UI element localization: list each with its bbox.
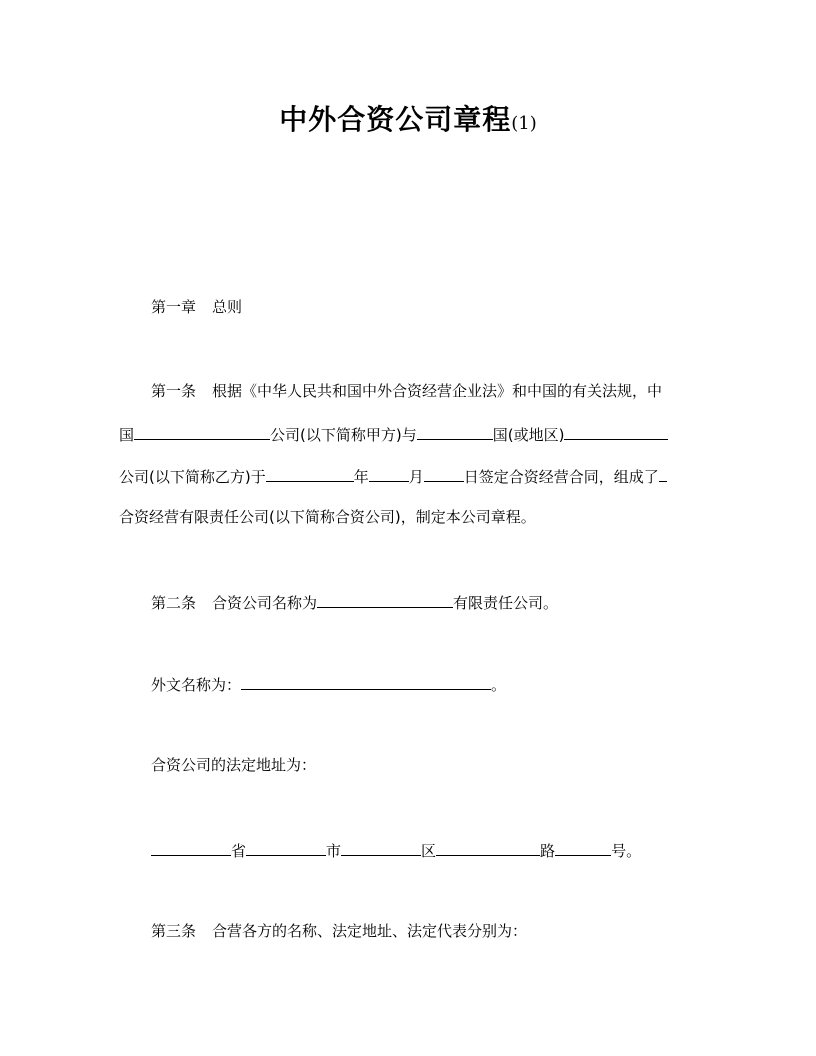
address-line (151, 839, 641, 861)
jv-name-blank[interactable] (659, 465, 667, 482)
road-label: 路 (540, 842, 556, 860)
article-1-text-3d: 日签定合资经营合同，组成了 (463, 468, 659, 486)
foreign-name-label: 外文名称为： (151, 676, 242, 694)
article-3-number: 第三条 (151, 922, 197, 940)
article-3 (151, 921, 527, 941)
address-label-line (151, 755, 316, 775)
chapter-number: 第一章 (151, 298, 197, 316)
article-2-number: 第二条 (151, 594, 197, 612)
article-1-text-3c: 月 (408, 468, 424, 486)
city-blank[interactable] (246, 839, 326, 856)
month-blank[interactable] (369, 465, 409, 482)
article-1-text-1: 根据《中华人民共和国中外合资经营企业法》和中国的有关法规，中 (212, 382, 663, 400)
address-label: 合资公司的法定地址为： (151, 756, 317, 774)
title-main: 中外合资公司章程 (279, 103, 512, 136)
article-1-text-2a: 国 (119, 426, 135, 444)
year-blank[interactable] (266, 465, 354, 482)
number-label: 号。 (611, 842, 642, 860)
district-label: 区 (421, 842, 437, 860)
foreign-name-line (151, 673, 506, 695)
party-a-blank[interactable] (134, 423, 270, 440)
company-name-blank[interactable] (317, 591, 453, 608)
article-1-text-2c: 国(或地区) (492, 426, 565, 444)
article-2 (151, 591, 558, 613)
province-blank[interactable] (151, 839, 231, 856)
party-b-blank[interactable] (564, 423, 668, 440)
title-suffix: (1) (511, 113, 537, 134)
article-1-line-3 (119, 465, 667, 487)
article-1-text-3b: 年 (353, 468, 369, 486)
article-3-text: 合营各方的名称、法定地址、法定代表分别为： (212, 922, 528, 940)
article-1-text-2b: 公司(以下简称甲方)与 (270, 426, 417, 444)
city-label: 市 (326, 842, 342, 860)
article-1-number: 第一条 (151, 382, 197, 400)
foreign-name-blank[interactable] (241, 673, 491, 690)
article-2-text-b: 有限责任公司。 (453, 594, 559, 612)
district-blank[interactable] (341, 839, 421, 856)
document-title (0, 98, 816, 138)
foreign-name-end: 。 (491, 676, 507, 694)
road-blank[interactable] (436, 839, 540, 856)
chapter-name: 总则 (212, 298, 243, 316)
article-1-text-4: 合资经营有限责任公司(以下简称合资公司)，制定本公司章程。 (119, 508, 536, 526)
province-label: 省 (231, 842, 247, 860)
article-1-line-2 (119, 423, 668, 445)
article-2-text-a: 合资公司名称为 (212, 594, 318, 612)
number-blank[interactable] (555, 839, 611, 856)
article-1-line-4 (119, 507, 536, 527)
chapter-heading (151, 297, 242, 317)
article-1-text-3a: 公司(以下简称乙方)于 (119, 468, 266, 486)
day-blank[interactable] (424, 465, 464, 482)
country-blank[interactable] (417, 423, 493, 440)
article-1-line-1 (151, 381, 662, 401)
